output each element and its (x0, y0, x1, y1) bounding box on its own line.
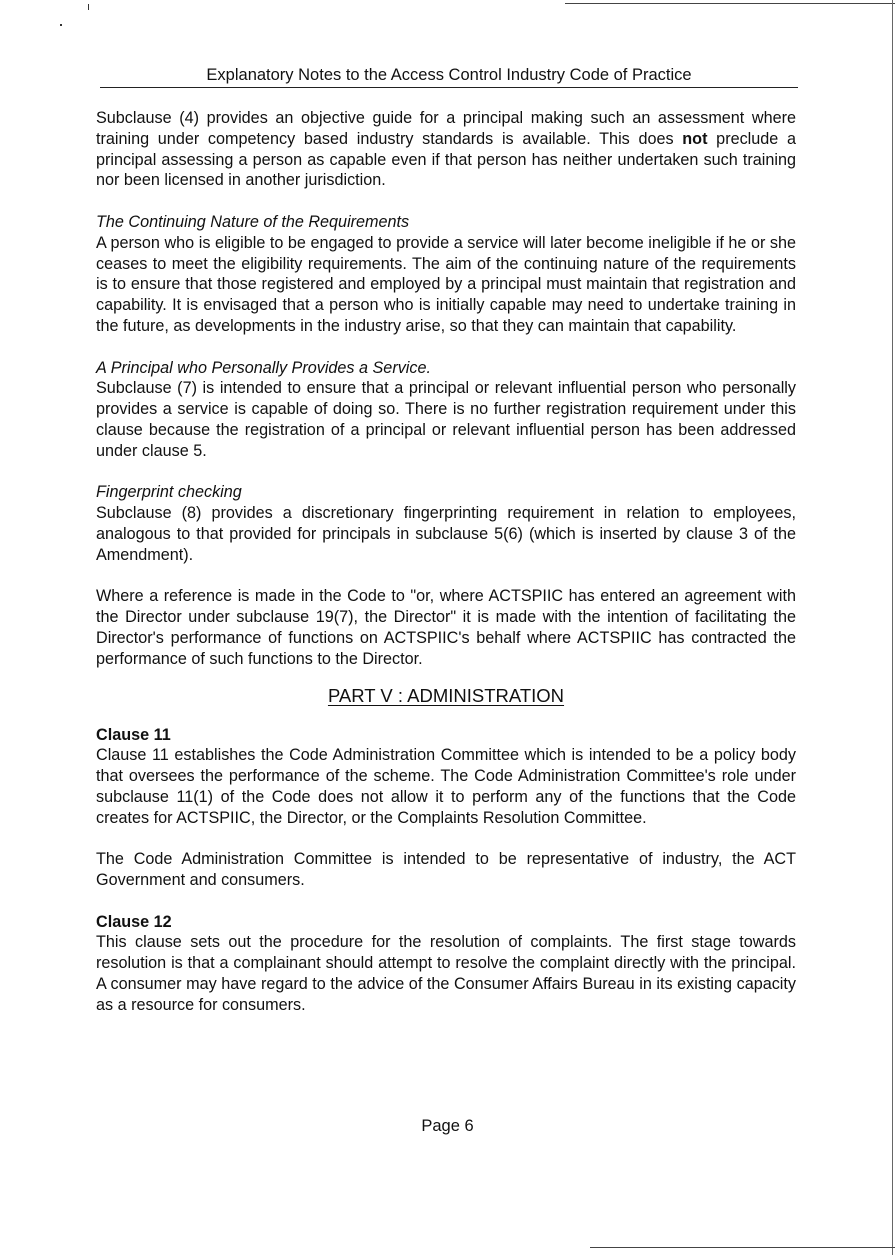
running-header: Explanatory Notes to the Access Control Industry Code of Practice (100, 64, 798, 88)
paragraph-subclause-4: Subclause (4) provides an objective guide for a principal making such an assessment where training under competency based industry standards is available. This does not preclude a principal assessing a person as capable even if that person has neither undertaken such training nor been licensed in another jurisdiction. (96, 109, 797, 190)
main-content (96, 108, 796, 1016)
paragraph-clause-11: Clause 11 establishes the Code Administration Committee which is intended to be a policy body that oversees the performance of the scheme. The Code Administration Committee's role under subclause 11(1) of the Code does not allow it to perform any of the functions that the Code creates for ACTSPIIC, the Director, or the Complaints Resolution Committee. (96, 746, 796, 827)
scan-speck (60, 24, 62, 26)
subheading-continuing-nature: The Continuing Nature of the Requirements (96, 212, 410, 231)
heading-clause-11: Clause 11 (96, 725, 171, 744)
paragraph-fingerprint-checking: Subclause (8) provides a discretionary fingerprinting requirement in relation to employees, analogous to that provided for principals in subclause 5(6) (which is inserted by clause 3 of the Amendment). (96, 504, 796, 564)
scan-speck (88, 4, 89, 10)
part-heading-text: PART V : ADMINISTRATION (327, 684, 565, 706)
scan-edge-bottom (590, 1247, 895, 1248)
subheading-principal-personally: A Principal who Personally Provides a Service. (96, 358, 431, 377)
paragraph-continuing-nature: A person who is eligible to be engaged to provide a service will later become ineligible if he or she ceases to meet the eligibility requirements. The aim of the continuing nature of the requirements is to ensure that those registered and employed by a principal must maintain that registration and capability. It is envisaged that a person who is initially capable may need to undertake training in the future, as developments in the industry arise, so that they can maintain that capability. (96, 233, 796, 335)
paragraph-director-reference: Where a reference is made in the Code to "or, where ACTSPIIC has entered an agreement with the Director under subclause 19(7), the Director" it is made with the intention of facilitating the Director's performance of functions on ACTSPIIC's behalf where ACTSPIIC has contracted the performance of such functions to the Director. (96, 587, 796, 668)
scan-edge-right (892, 0, 893, 1255)
scan-edge-top (565, 3, 895, 4)
page-number: Page 6 (421, 1117, 474, 1135)
paragraph-clause-12: This clause sets out the procedure for the resolution of complaints. The first stage towards resolution is that a complainant should attempt to resolve the complaint directly with the principal. A consumer may have regard to the advice of the Consumer Affairs Bureau in its existing capacity as a resource for consumers. (96, 933, 796, 1014)
paragraph-committee-representation: The Code Administration Committee is intended to be representative of industry, the ACT Government and consumers. (96, 850, 796, 890)
paragraph-principal-personally: Subclause (7) is intended to ensure that a principal or relevant influential person who personally provides a service is capable of doing so. There is no further registration requirement under this clause because the registration of a principal or relevant influential person has been addressed under clause 5. (96, 379, 796, 460)
part-heading (96, 684, 796, 708)
subheading-fingerprint-checking: Fingerprint checking (96, 483, 242, 502)
heading-clause-12: Clause 12 (96, 912, 172, 931)
